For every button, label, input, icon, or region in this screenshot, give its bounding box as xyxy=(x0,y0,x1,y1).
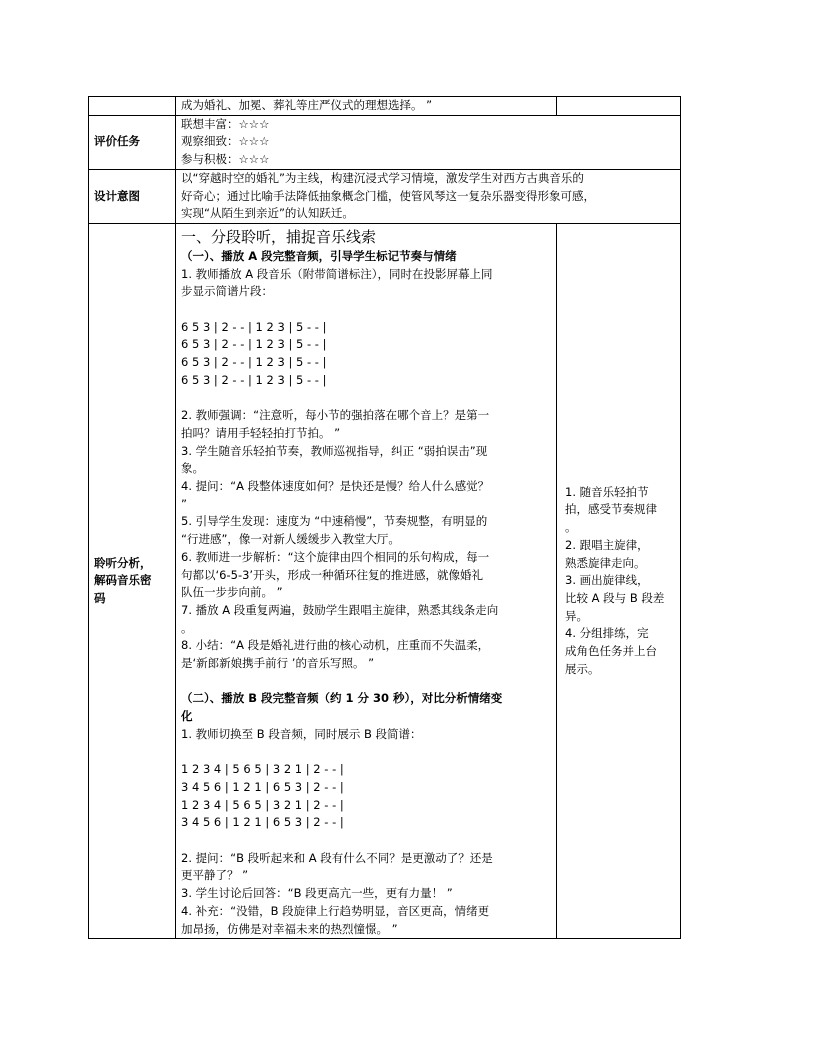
step-line-b: 4. 补充：“没错，B 段旋律上行趋势明显，音区更高，情绪更 xyxy=(181,903,490,918)
student-note: 比较 A 段与 B 段差 xyxy=(565,590,665,605)
step-line-a: 5. 引导学生发现：速度为 “中速稍慢”，节奏规整，有明显的 xyxy=(181,514,488,529)
student-note: 4. 分组排练，完 xyxy=(565,626,649,641)
step-line-b: 3. 学生讨论后回答：“B 段更高亢一些，更有力量！ ” xyxy=(181,886,453,901)
design-intent-label: 设计意图 xyxy=(89,169,176,223)
score-line-b: 1 2 3 4 | 5 6 5 | 3 2 1 | 2 - - | xyxy=(181,762,344,777)
step-line-b: 加昂扬，仿佛是对幸福未来的热烈憧憬。 ” xyxy=(181,921,398,936)
student-note: 展示。 xyxy=(565,661,600,676)
step-line-b: 更平静了？ ” xyxy=(181,868,249,883)
design-intent-content xyxy=(176,169,681,223)
step-line-a: 8. 小结：“A 段是婚礼进行曲的核心动机，庄重而不失温柔， xyxy=(181,638,490,653)
step-line-a: 队伍一步步向前。 ” xyxy=(181,585,283,600)
step-line-a: 2. 教师强调：“注意听，每小节的强拍落在哪个音上？是第一 xyxy=(181,408,490,423)
evaluation-line: 联想丰富：☆☆☆ xyxy=(181,116,270,131)
evaluation-content xyxy=(176,115,681,169)
step-line-a: 4. 提问：“A 段整体速度如何？是快还是慢？给人什么感觉？ xyxy=(181,479,490,494)
score-line-a: 6 5 3 | 2 - - | 1 2 3 | 5 - - | xyxy=(181,355,327,370)
score-line-b: 3 4 5 6 | 1 2 1 | 6 5 3 | 2 - - | xyxy=(181,815,344,830)
student-note: 2. 跟唱主旋律， xyxy=(565,537,649,552)
part-a-heading: （一）、播放 A 段完整音频，引导学生标记节奏与情绪 xyxy=(181,248,457,263)
part-b-heading: 化 xyxy=(181,709,193,724)
score-line-b: 3 4 5 6 | 1 2 1 | 6 5 3 | 2 - - | xyxy=(181,779,344,794)
listening-analysis-row xyxy=(89,223,681,938)
continued-text-cell xyxy=(176,97,557,116)
score-line-b: 1 2 3 4 | 5 6 5 | 3 2 1 | 2 - - | xyxy=(181,797,344,812)
step-line-a: 7. 播放 A 段重复两遍，鼓励学生跟唱主旋律，熟悉其线条走向 xyxy=(181,602,499,617)
step-line-a: ” xyxy=(181,496,187,511)
step-line-a: 象。 xyxy=(181,461,204,476)
design-intent-row xyxy=(89,169,681,223)
score-line-a: 6 5 3 | 2 - - | 1 2 3 | 5 - - | xyxy=(181,319,327,334)
part-a-intro: 步显示简谱片段： xyxy=(181,284,273,299)
step-line-b: 2. 提问：“B 段听起来和 A 段有什么不同？是更激动了？还是 xyxy=(181,850,493,865)
student-activity-cell xyxy=(557,223,681,938)
step-line-a: 3. 学生随音乐轻拍节奏，教师巡视指导，纠正 “弱拍误击”现 xyxy=(181,443,488,458)
score-line-a: 6 5 3 | 2 - - | 1 2 3 | 5 - - | xyxy=(181,372,327,387)
step-line-a: 拍吗？请用手轻轻拍打节拍。 ” xyxy=(181,425,341,440)
label-line: 解码音乐密 xyxy=(94,573,152,588)
step-line-a: 。 xyxy=(181,620,193,635)
part-b-heading: （二）、播放 B 段完整音频（约 1 分 30 秒），对比分析情绪变 xyxy=(181,691,503,706)
step-line-a: 是‘新郎新娘携手前行 ’的音乐写照。 ” xyxy=(181,656,375,671)
student-note: 拍，感受节奏规律 xyxy=(565,502,657,517)
student-note: 3. 画出旋律线， xyxy=(565,573,649,588)
student-note: 异。 xyxy=(565,608,588,623)
intent-line: 以“穿越时空的婚礼”为主线，构建沉浸式学习情境，激发学生对西方古典音乐的 xyxy=(181,170,584,185)
lesson-plan-table xyxy=(88,96,681,939)
empty-notes-cell xyxy=(557,97,681,116)
student-note: 1. 随音乐轻拍节 xyxy=(565,484,649,499)
continued-text: 成为婚礼、加冕、葬礼等庄严仪式的理想选择。 ” xyxy=(181,98,433,112)
listening-analysis-label xyxy=(89,223,176,938)
empty-label-cell xyxy=(89,97,176,116)
student-note: 。 xyxy=(565,520,577,535)
evaluation-line: 参与积极：☆☆☆ xyxy=(181,152,270,167)
intent-line: 实现“从陌生到亲近”的认知跃迁。 xyxy=(181,206,354,221)
continued-row xyxy=(89,97,681,116)
step-line-a: 句都以‘6-5-3’开头，形成一种循环往复的推进感，就像婚礼 xyxy=(181,567,484,582)
evaluation-row xyxy=(89,115,681,169)
label-line: 聆听分析， xyxy=(94,555,152,570)
student-note: 成角色任务并上台 xyxy=(565,644,657,659)
intent-line: 好奇心；通过比喻手法降低抽象概念门槛，使管风琴这一复杂乐器变得形象可感， xyxy=(181,188,595,203)
part-b-intro: 1. 教师切换至 B 段音频，同时展示 B 段简谱： xyxy=(181,726,422,741)
part-a-intro: 1. 教师播放 A 段音乐（附带简谱标注），同时在投影屏幕上同 xyxy=(181,266,493,281)
teaching-process-cell xyxy=(176,223,557,938)
evaluation-label: 评价任务 xyxy=(89,115,176,169)
student-note: 熟悉旋律走向。 xyxy=(565,555,646,570)
step-line-a: 6. 教师进一步解析：“这个旋律由四个相同的乐句构成，每一 xyxy=(181,549,490,564)
section-title: 一、分段聆听，捕捉音乐线索 xyxy=(181,227,377,246)
score-line-a: 6 5 3 | 2 - - | 1 2 3 | 5 - - | xyxy=(181,337,327,352)
label-line: 码 xyxy=(94,590,106,605)
evaluation-line: 观察细致：☆☆☆ xyxy=(181,134,270,149)
step-line-a: “行进感”，像一对新人缓缓步入教堂大厅。 xyxy=(181,532,400,547)
